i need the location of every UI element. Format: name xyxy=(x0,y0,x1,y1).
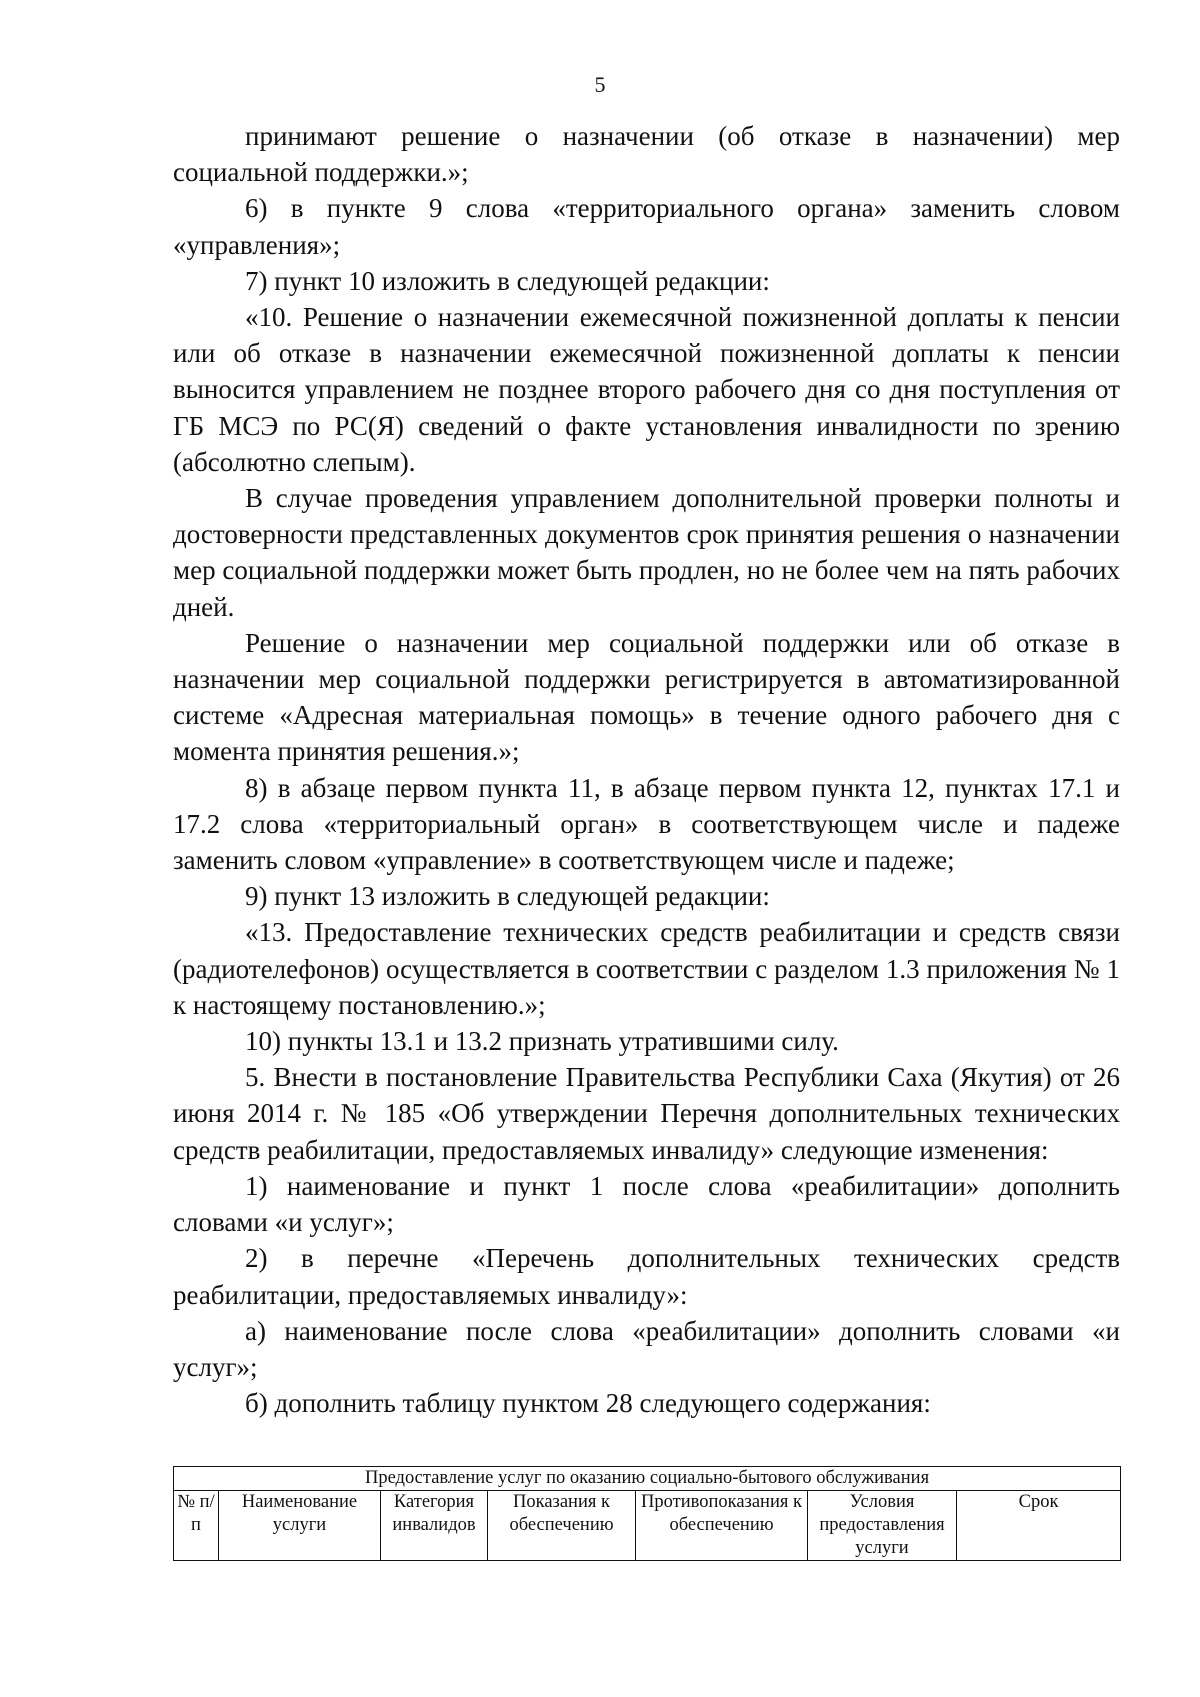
services-table xyxy=(173,1466,1121,1561)
paragraph: «13. Предоставление технических средств реабилитации и средств связи (радиотелефонов) осуществляется в соответствии с разделом 1.3 приложения № 1 к настоящему постановлению.»; xyxy=(173,917,1120,1020)
paragraph: 7) пункт 10 изложить в следующей редакции: xyxy=(245,265,770,296)
paragraph: принимают решение о назначении (об отказе в назначении) мер социальной поддержки.»; xyxy=(173,121,1120,188)
column-header: Противопоказания к обеспечению xyxy=(636,1491,808,1561)
paragraph: 1) наименование и пункт 1 после слова «реабилитации» дополнить словами «и услуг»; xyxy=(173,1170,1120,1238)
paragraph: 9) пункт 13 изложить в следующей редакции: xyxy=(245,881,770,912)
column-header: Срок xyxy=(957,1491,1121,1561)
paragraph: «10. Решение о назначении ежемесячной пожизненной доплаты к пенсии или об отказе в назначении ежемесячной пожизненной доплаты к пенсии выносится управлением не позднее второго рабочего дня со дня поступления от ГБ МСЭ по РС(Я) сведений о факте установления инвалидности по зрению (абсолютно слепым). xyxy=(173,302,1120,477)
paragraph: а) наименование после слова «реабилитации» дополнить словами «и услуг»; xyxy=(173,1315,1120,1382)
paragraph: 10) пункты 13.1 и 13.2 признать утратившими силу. xyxy=(245,1026,839,1057)
paragraph: 5. Внести в постановление Правительства Республики Саха (Якутия) от 26 июня 2014 г. № 185 «Об утверждении Перечня дополнительных технических средств реабилитации, предоставляемых инвалиду» следующие изменения: xyxy=(173,1062,1120,1165)
table-caption: Предоставление услуг по оказанию социально-бытового обслуживания xyxy=(174,1467,1121,1491)
paragraph: 6) в пункте 9 слова «территориального органа» заменить словом «управления»; xyxy=(173,193,1120,260)
column-header: Наименование услуги xyxy=(219,1491,381,1561)
paragraph: В случае проведения управлением дополнительной проверки полноты и достоверности представленных документов срок принятия решения о назначении мер социальной поддержки может быть продлен, но не более чем на пять рабочих дней. xyxy=(173,483,1120,622)
paragraph: 2) в перечне «Перечень дополнительных технических средств реабилитации, предоставляемых инвалиду»: xyxy=(173,1243,1120,1310)
column-header: Категория инвалидов xyxy=(381,1491,488,1561)
page-number: 5 xyxy=(594,72,606,97)
column-header: Показания к обеспечению xyxy=(488,1491,636,1561)
body-text xyxy=(173,118,1120,1421)
paragraph: Решение о назначении мер социальной поддержки или об отказе в назначении мер социальной поддержки регистрируется в автоматизированной системе «Адресная материальная помощь» в течение одного рабочего дня с момента принятия решения.»; xyxy=(173,627,1120,767)
paragraph: б) дополнить таблицу пунктом 28 следующего содержания: xyxy=(245,1388,931,1419)
column-header: № п/п xyxy=(174,1491,219,1561)
table-header-row xyxy=(174,1491,1121,1561)
column-header: Условия предоставления услуги xyxy=(808,1491,957,1561)
paragraph: 8) в абзаце первом пункта 11, в абзаце первом пункта 12, пунктах 17.1 и 17.2 слова «территориальный орган» в соответствующем числе и падеже заменить словом «управление» в соответствующем числе и падеже; xyxy=(173,772,1120,876)
